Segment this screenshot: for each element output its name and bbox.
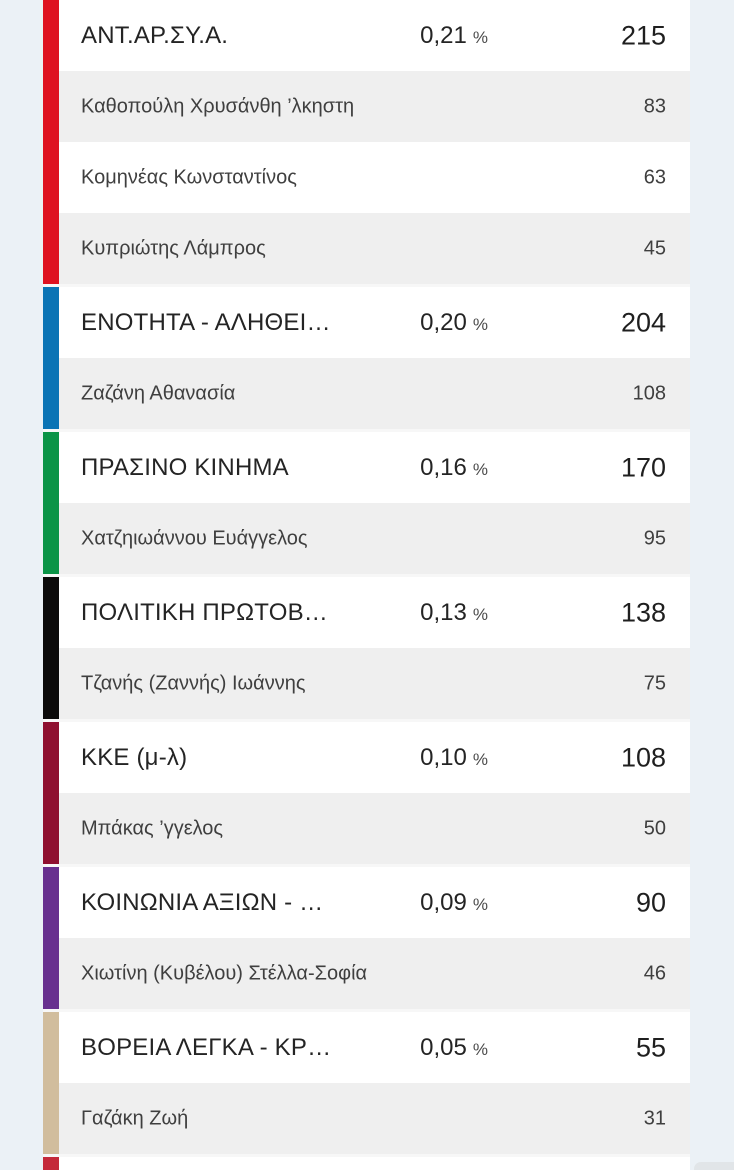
party-percent [420,309,488,337]
party-color-bar [43,722,59,864]
party-header-row[interactable] [59,432,690,503]
candidate-row [59,1083,690,1154]
party-header-row[interactable] [59,1012,690,1083]
party-percent [420,1034,488,1062]
party-votes: 55 [635,1032,666,1062]
candidate-name: Χατζηιωάννου Ευάγγελος [81,527,308,549]
party-rows [59,0,690,284]
party-color-bar [43,867,59,1009]
candidate-votes: 50 [643,817,666,839]
candidate-votes: 83 [643,95,666,117]
candidate-row [59,938,690,1009]
party-percent-value: 0,10 [420,743,467,771]
party-rows [59,1012,690,1154]
scroll-button-peek[interactable] [694,1162,734,1170]
party-percent [420,454,488,482]
party-header-row[interactable] [59,287,690,358]
party-name: ΚΟΙΝΩΝΙΑ ΑΞΙΩΝ - … [81,888,324,916]
party-percent [420,599,488,627]
candidate-name: Τζανής (Ζαννής) Ιωάννης [81,672,306,694]
percent-sign: % [472,604,488,624]
candidate-votes: 45 [643,237,666,259]
party-votes: 108 [620,742,666,772]
percent-sign: % [472,749,488,769]
party-section [43,1012,690,1154]
party-name: ΠΟΛΙΤΙΚΗ ΠΡΩΤΟΒ… [81,598,328,626]
party-header-row[interactable] [59,722,690,793]
percent-sign: % [472,459,488,479]
candidate-name: Κυπριώτης Λάμπρος [81,237,266,259]
party-percent-value: 0,16 [420,453,467,481]
party-percent [420,889,488,917]
candidate-name: Κομηνέας Κωνσταντίνος [81,166,297,188]
party-color-bar [43,1157,59,1170]
party-section [43,287,690,429]
party-percent-value: 0,20 [420,308,467,336]
party-rows [59,867,690,1009]
candidate-votes: 46 [643,962,666,984]
party-section [43,0,690,284]
results-list[interactable] [43,0,690,1170]
party-rows [59,432,690,574]
party-percent [420,22,488,50]
party-section [43,577,690,719]
candidate-name: Καθοπούλη Χρυσάνθη ’λκηστη [81,95,355,117]
party-name: ΒΟΡΕΙΑ ΛΕΓΚΑ - ΚΡ… [81,1033,332,1061]
candidate-votes: 75 [643,672,666,694]
party-votes: 138 [620,597,666,627]
candidate-votes: 95 [643,527,666,549]
candidate-name: Γαζάκη Ζωή [81,1107,189,1129]
candidate-row [59,648,690,719]
party-header-row[interactable] [59,577,690,648]
party-votes: 170 [620,452,666,482]
candidate-row [59,503,690,574]
party-color-bar [43,0,59,284]
party-percent-value: 0,13 [420,598,467,626]
party-percent-value: 0,21 [420,21,467,49]
party-percent [420,744,488,772]
party-color-bar [43,432,59,574]
candidate-votes: 31 [643,1107,666,1129]
candidate-votes: 63 [643,166,666,188]
party-color-bar [43,1012,59,1154]
party-rows [59,287,690,429]
percent-sign: % [472,894,488,914]
party-color-bar [43,577,59,719]
party-percent-value: 0,09 [420,888,467,916]
party-section [43,432,690,574]
party-votes: 215 [620,20,666,50]
party-name: ΑΝΤ.ΑΡ.ΣΥ.Α. [81,21,229,49]
party-votes: 204 [620,307,666,337]
party-name: ΚΚΕ (μ-λ) [81,743,188,771]
candidate-name: Ζαζάνη Αθανασία [81,382,236,404]
party-name: ΕΝΟΤΗΤΑ - ΑΛΗΘΕΙ… [81,308,331,336]
candidate-name: Χιωτίνη (Κυβέλου) Στέλλα-Σοφία [81,962,368,984]
percent-sign: % [472,1039,488,1059]
candidate-row [59,358,690,429]
party-color-bar [43,287,59,429]
party-header-row[interactable] [59,867,690,938]
party-header-row[interactable] [59,0,690,71]
party-votes: 90 [635,887,666,917]
candidate-row [59,213,690,284]
party-section [43,867,690,1009]
party-name: ΠΡΑΣΙΝΟ ΚΙΝΗΜΑ [81,453,289,481]
candidate-row [59,142,690,213]
percent-sign: % [472,314,488,334]
party-section [43,722,690,864]
candidate-row [59,71,690,142]
candidate-name: Μπάκας ’γγελος [81,817,224,839]
party-rows [59,577,690,719]
candidate-votes: 108 [632,382,666,404]
candidate-row [59,793,690,864]
party-rows [59,722,690,864]
percent-sign: % [472,27,488,47]
party-percent-value: 0,05 [420,1033,467,1061]
party-rows [59,1157,690,1170]
party-header-row[interactable] [59,1157,690,1170]
party-section-partial [43,1157,690,1170]
